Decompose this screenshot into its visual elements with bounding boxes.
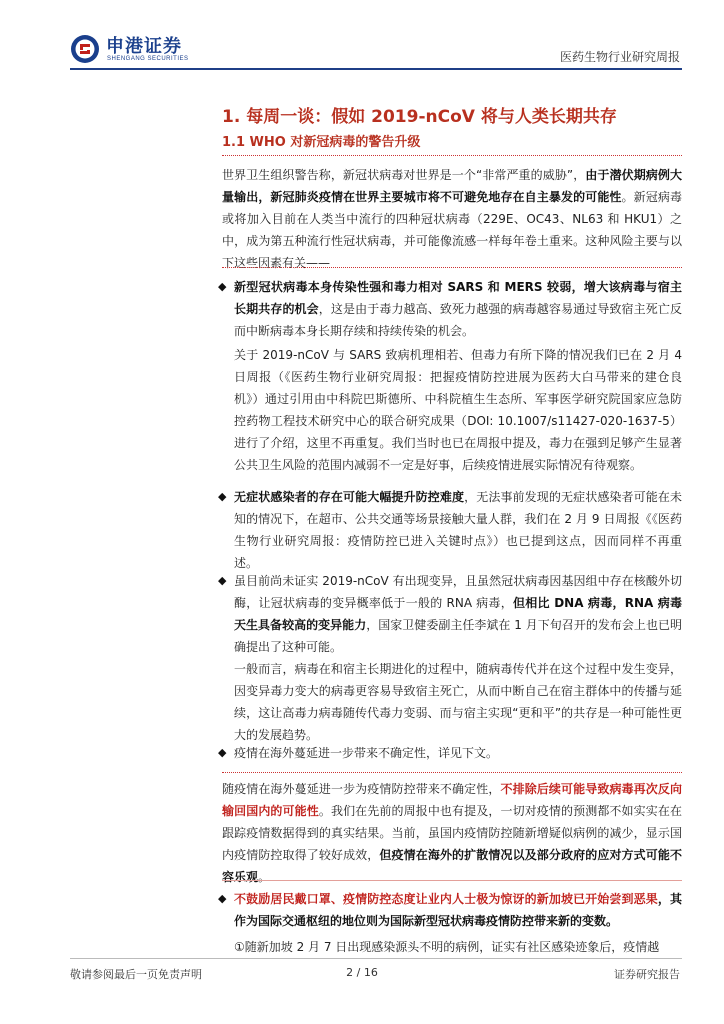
highlight-divider [222, 880, 682, 881]
bullet-text: 虽目前尚未证实 2019-nCoV 有出现变异，且虽然冠状病毒因基因组中存在核酸外切酶，让冠状病毒的变异概率低于一般的 RNA 病毒， [234, 574, 682, 610]
intro-paragraph [222, 164, 682, 274]
bullet-text: ，无法事前发现的无症状感染者可能在未知的情况下，在超市、公共交通等场景接触大量人群，我们在 2 月 9 日周报《《医药生物行业研究周报：疫情防控已进入关键时点》）也已提到这点，因而同样不再重述。 [234, 490, 682, 570]
diamond-bullet-icon: ◆ [218, 280, 227, 293]
bullet-highlight: 不鼓励居民戴口罩、疫情防控态度让业内人士极为惊讶的新加坡已开始尝到恶果 [234, 892, 658, 906]
outlook-text-middle: 。我们在先前的周报中也有提及，一切对疫情的预测都不如实实在在跟踪疫情数据得到的真实结果。当前，虽国内疫情防控随新增疑似病例的减少，显示国内疫情防控取得了较好成效， [222, 804, 682, 862]
outlook-highlight: 不排除后续可能导致病毒再次反向输回国内的可能性 [222, 782, 682, 818]
bullet-item [218, 888, 682, 932]
page-footer [0, 958, 724, 998]
bullet-item [218, 276, 682, 342]
bullet-text: ，这是由于毒力越高、致死力越强的病毒越容易通过导致宿主死亡反而中断病毒本身长期存续和持续传染的机会。 [234, 302, 682, 338]
diamond-bullet-icon: ◆ [218, 574, 227, 587]
outlook-emphasis: 但疫情在海外的扩散情况以及部分政府的应对方式可能不容乐观 [222, 848, 682, 884]
report-title: 医药生物行业研究周报 [559, 50, 680, 64]
diamond-bullet-icon: ◆ [218, 746, 227, 759]
report-type: 证券研究报告 [614, 968, 680, 981]
outlook-paragraph [222, 778, 682, 888]
section-heading: 1. 每周一谈：假如 2019-nCoV 将与人类长期共存 [222, 107, 617, 127]
bullet-emphasis: 新型冠状病毒本身传染性强和毒力相对 SARS 和 MERS 较弱，增大该病毒与宿主长期共存的机会 [234, 280, 682, 316]
section-divider [222, 772, 682, 773]
bullet-emphasis: 但相比 DNA 病毒，RNA 病毒天生具备较高的变异能力 [234, 596, 683, 632]
diamond-bullet-icon: ◆ [218, 490, 227, 503]
diamond-bullet-icon: ◆ [218, 892, 227, 905]
logo-mark-icon [70, 34, 100, 64]
bullet-item [218, 486, 682, 574]
intro-divider [222, 267, 682, 268]
company-logo [70, 32, 200, 68]
intro-text-end: 。新冠病毒或将加入目前在人类当中流行的四种冠状病毒（229E、OC43、NL63 和 HKU1）之中，成为第五种流行性冠状病毒，并可能像流感一样每年卷土重来。这种风险主要与以下这些因素有关—— [222, 190, 682, 270]
disclaimer-note: 敬请参阅最后一页免责声明 [70, 968, 202, 981]
logo-text: 申港证券 [106, 36, 182, 57]
bullet-detail-paragraph: 一般而言，病毒在和宿主长期进化的过程中，随病毒传代并在这个过程中发生变异，因变异毒力变大的病毒更容易导致宿主死亡，从而中断自己在宿主群体中的传播与延续，这让高毒力病毒随传代毒力变弱、而与宿主实现“更和平”的共存是一种可能性更大的发展趋势。 [234, 662, 682, 742]
heading-divider [222, 155, 682, 156]
bullet-emphasis: 无症状感染者的存在可能大幅提升防控难度 [234, 490, 465, 504]
outlook-text-end: 。 [258, 870, 271, 884]
bullet-detail-paragraph: ①随新加坡 2 月 7 日出现感染源头不明的病例，证实有社区感染迹象后，疫情越 [234, 940, 660, 954]
intro-text: 世界卫生组织警告称，新冠状病毒对世界是一个“非常严重的威胁”， [222, 168, 586, 182]
bullet-item [218, 742, 682, 764]
bullet-detail-paragraph: 关于 2019-nCoV 与 SARS 致病机理相若、但毒力有所下降的情况我们已在 2 月 4 日周报（《医药生物行业研究周报：把握疫情防控进展为医药大白马带来的建仓良机》）通过引用由中科院巴斯德所、中科院植生生态所、军事医学研究院国家应急防控药物工程技术研究中心的联合研究成果（DOI: 10.1007/s11427-020-1637-5）进行了介绍，这里不再重复。我们当时也已在周报中提及，毒力在强到足够产生显著公共卫生风险的范围内减弱不一定是好事，后续疫情进展实际情况有待观察。 [234, 348, 682, 472]
bullet-item [218, 570, 682, 658]
outlook-text: 随疫情在海外蔓延进一步为疫情防控带来不确定性， [222, 782, 501, 796]
intro-emphasis: 由于潜伏期病例大量输出，新冠肺炎疫情在世界主要城市将不可避免地存在自主暴发的可能性 [222, 168, 682, 204]
page-header [0, 0, 724, 72]
header-divider [70, 68, 682, 70]
bullet-text-end: ，国家卫健委副主任李斌在 1 月下旬召开的发布会上也已明确提出了这种可能。 [234, 618, 682, 654]
bullet-text: 疫情在海外蔓延进一步带来不确定性，详见下文。 [234, 746, 499, 760]
page-number: 2 / 16 [346, 966, 378, 979]
footer-divider [70, 958, 682, 959]
subsection-heading: 1.1 WHO 对新冠病毒的警告升级 [222, 135, 421, 150]
logo-subtext: SHENGANG SECURITIES [107, 56, 189, 62]
bullet-emphasis: ，其作为国际交通枢纽的地位则为国际新型冠状病毒疫情防控带来新的变数。 [234, 892, 682, 928]
